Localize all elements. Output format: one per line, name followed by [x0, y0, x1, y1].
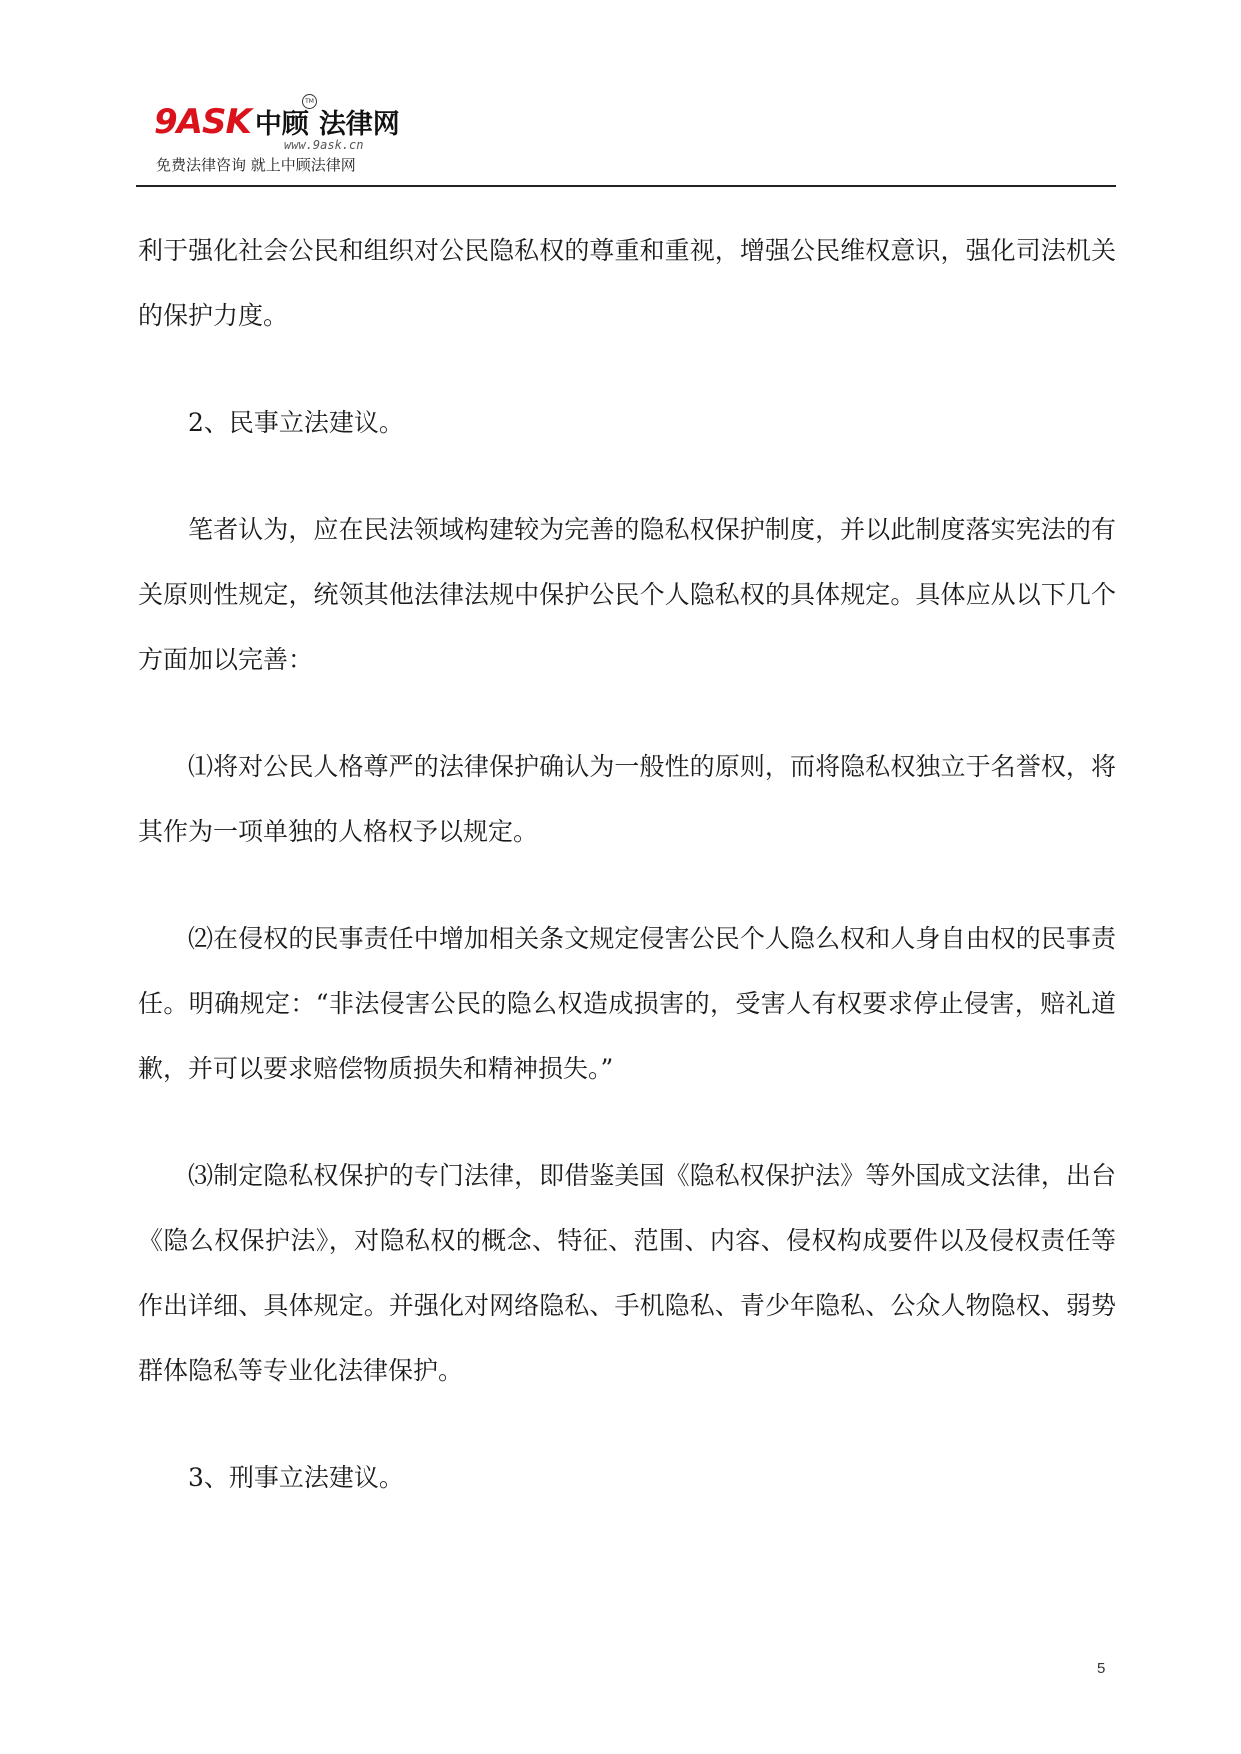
site-logo: [154, 88, 404, 180]
document-body: [138, 218, 1116, 1552]
paragraph-continuation: 利于强化社会公民和组织对公民隐私权的尊重和重视，增强公民维权意识，强化司法机关的保护力度。: [138, 236, 1116, 330]
page-number: 5: [1097, 1660, 1106, 1677]
paragraph-author-view: 笔者认为，应在民法领域构建较为完善的隐私权保护制度，并以此制度落实宪法的有关原则性规定，统领其他法律法规中保护公民个人隐私权的具体规定。具体应从以下几个方面加以完善：: [138, 515, 1116, 674]
list-item-3: ⑶制定隐私权保护的专门法律，即借鉴美国《隐私权保护法》等外国成文法律，出台《隐么权保护法》，对隐私权的概念、特征、范围、内容、侵权构成要件以及侵权责任等作出详细、具体规定。并强化对网络隐私、手机隐私、青少年隐私、公众人物隐权、弱势群体隐私等专业化法律保护。: [138, 1161, 1116, 1385]
section-heading-criminal: 3、刑事立法建议。: [188, 1463, 404, 1492]
logo-brand-mark: 9ASK: [154, 102, 251, 142]
list-item-2: ⑵在侵权的民事责任中增加相关条文规定侵害公民个人隐么权和人身自由权的民事责任。明确规定：“非法侵害公民的隐么权造成损害的，受害人有权要求停止侵害，赔礼道歉，并可以要求赔偿物质损失和精神损失。”: [138, 924, 1116, 1083]
section-heading-civil: 2、民事立法建议。: [188, 408, 404, 437]
trademark-icon: TM: [302, 94, 317, 109]
logo-slogan: 免费法律咨询 就上中顾法律网: [156, 156, 356, 174]
list-item-1: ⑴将对公民人格尊严的法律保护确认为一般性的原则，而将隐私权独立于名誉权，将其作为一项单独的人格权予以规定。: [138, 752, 1116, 846]
page-header: [136, 88, 1116, 188]
logo-url: www.9ask.cn: [284, 138, 364, 152]
logo-brand-suffix: 法律网: [318, 109, 400, 140]
header-divider: [136, 185, 1116, 187]
logo-brand-name: 中顾: [254, 109, 309, 140]
